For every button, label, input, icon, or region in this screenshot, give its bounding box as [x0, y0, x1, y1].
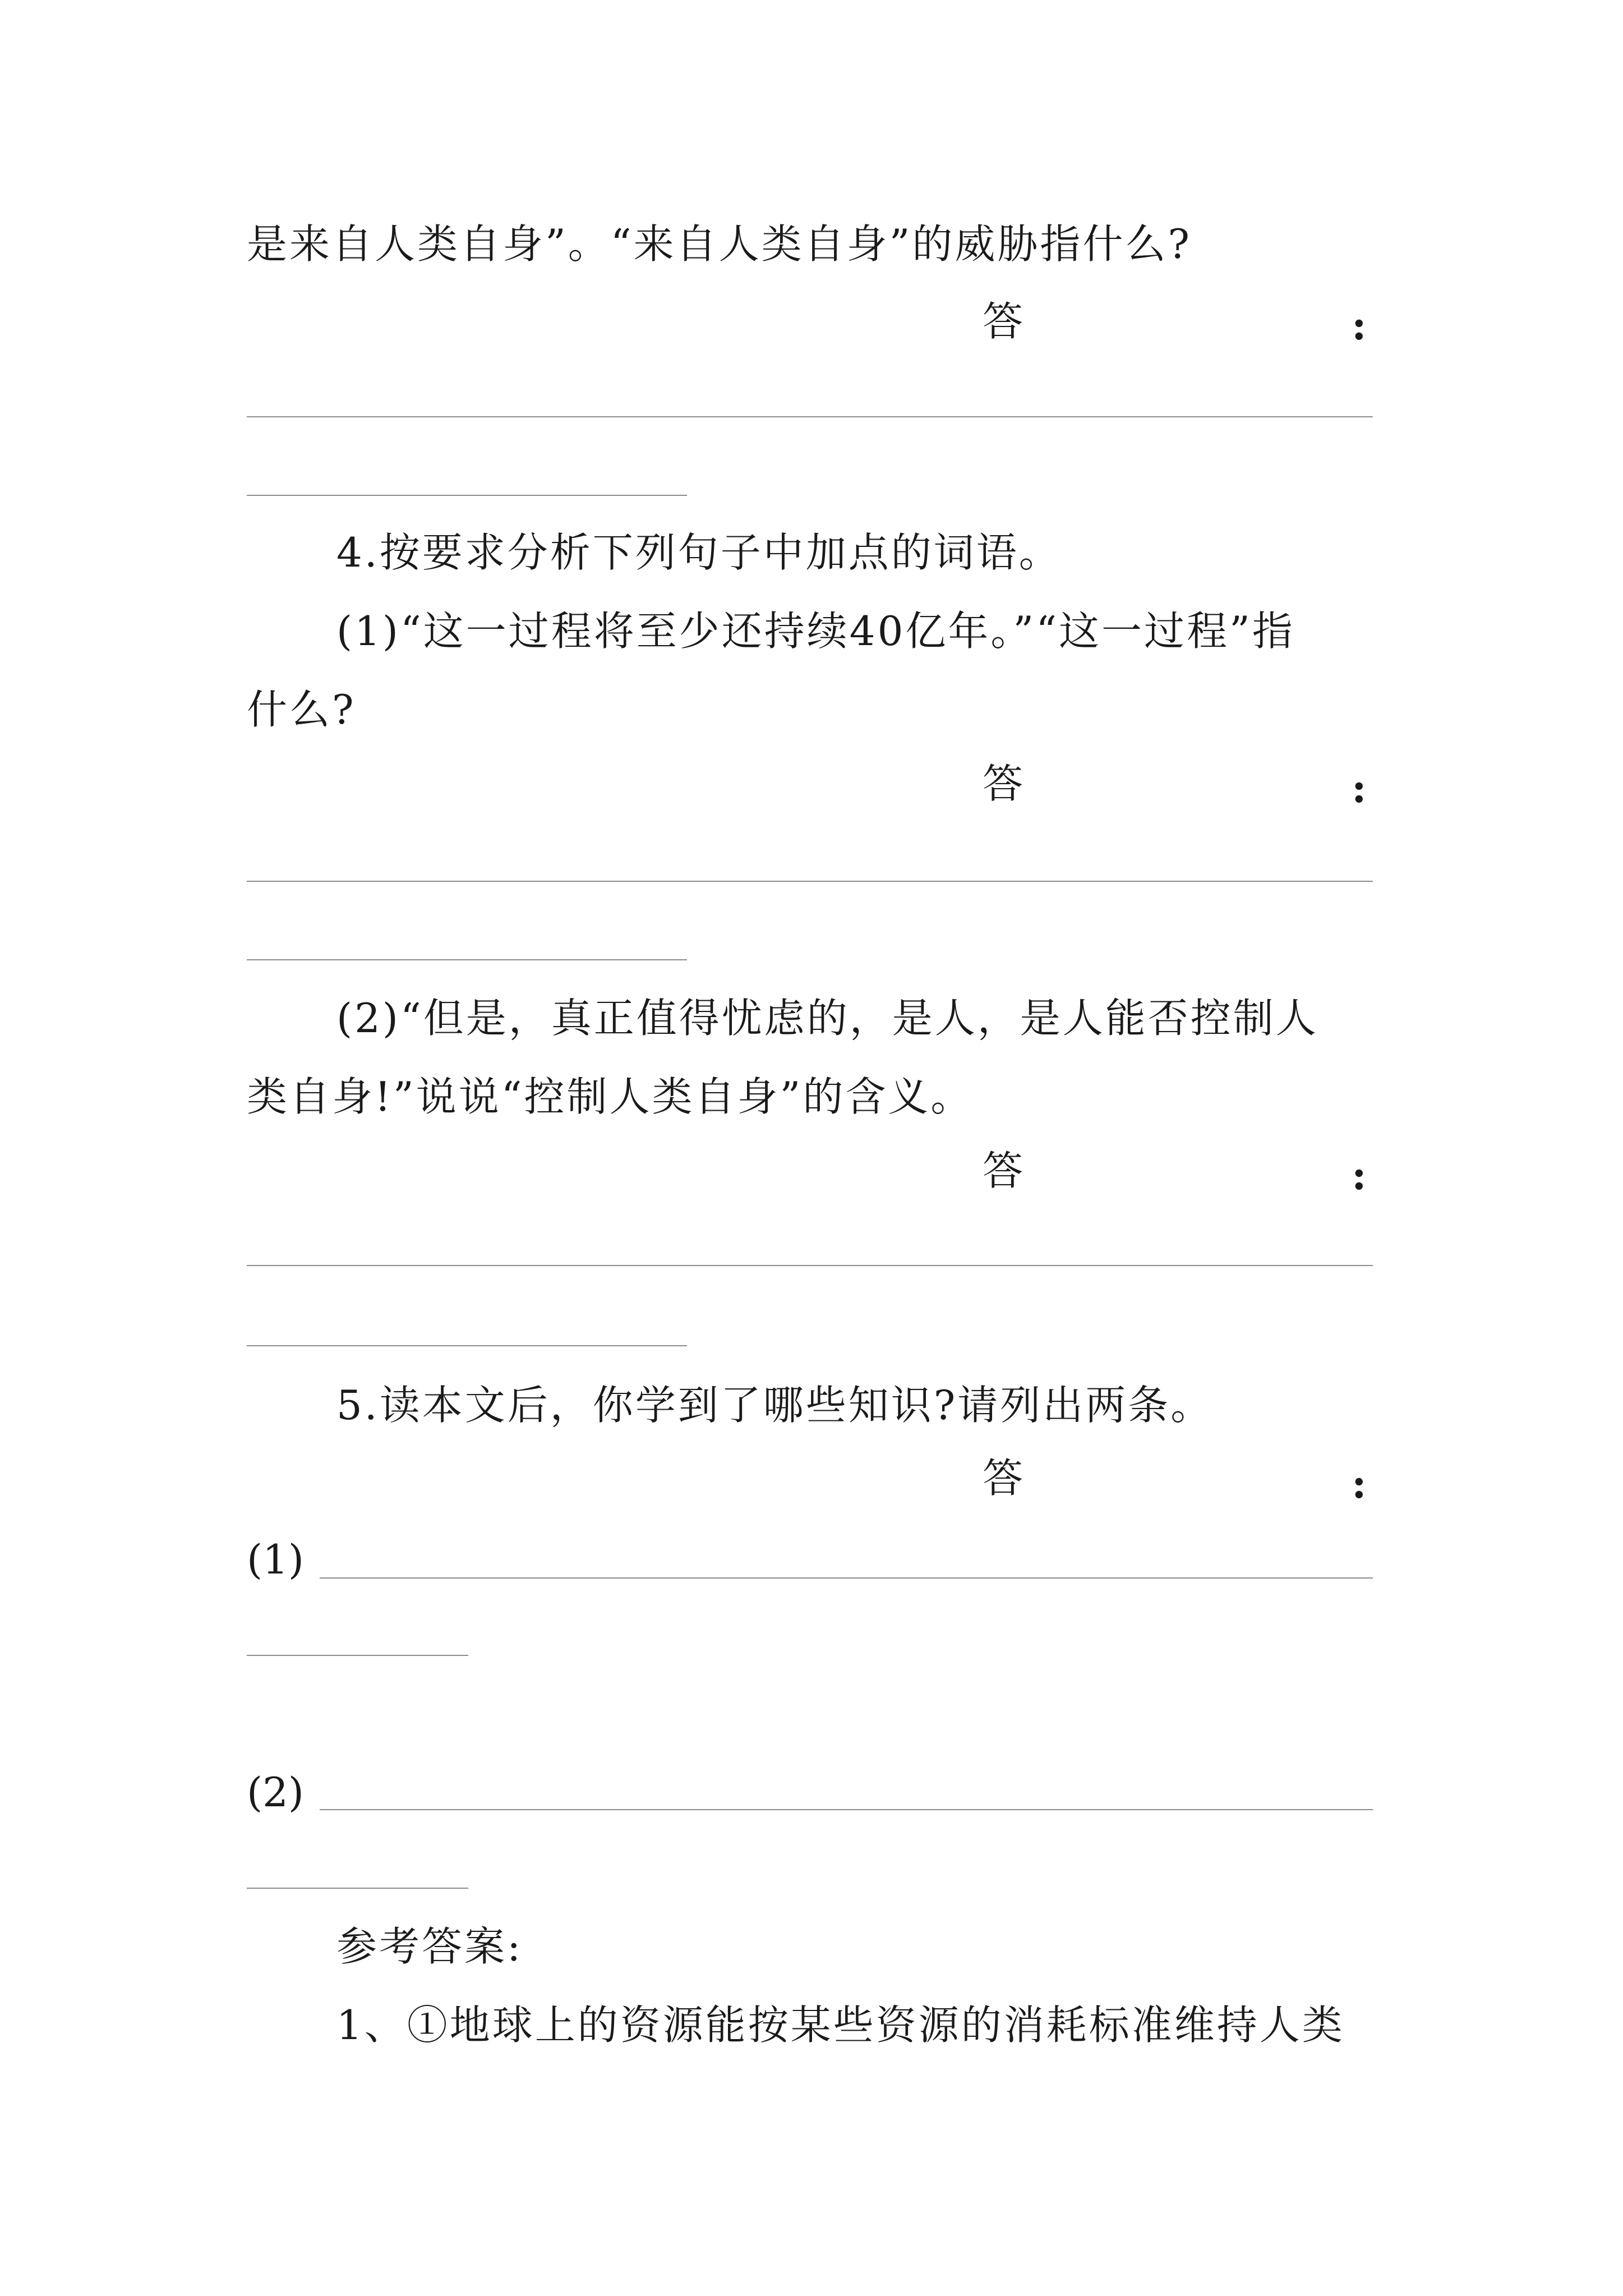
answer-line-short[interactable]	[247, 1345, 687, 1346]
answer-label: 答	[983, 1147, 1023, 1194]
question-4-2-text-cont: 类自身!”说说“控制人类自身”的含义。	[247, 1073, 974, 1120]
answer-label: 答	[983, 1455, 1023, 1502]
question-3-tail-text: 是来自人类自身”。“来自人类自身”的威胁指什么?	[247, 220, 1192, 268]
answer-colon: :	[1352, 1460, 1367, 1507]
question-4-1-text: (1)“这一过程将至少还持续40亿年。”“这一过程”指	[336, 608, 1295, 655]
answer-line-short[interactable]	[247, 959, 687, 960]
reference-answer-heading: 参考答案:	[336, 1923, 523, 1970]
item-1-answer-line[interactable]	[320, 1577, 1373, 1579]
item-2-answer-line-short[interactable]	[247, 1888, 468, 1889]
item-2-answer-line[interactable]	[320, 1809, 1373, 1810]
answer-label: 答	[983, 298, 1023, 345]
reference-answer-1: 1、①地球上的资源能按某些资源的消耗标准维持人类	[336, 2001, 1345, 2049]
answer-colon: :	[1352, 764, 1367, 812]
question-4-1-text-cont: 什么?	[247, 686, 356, 733]
question-4-text: 4.按要求分析下列句子中加点的词语。	[336, 529, 1062, 576]
answer-line[interactable]	[247, 881, 1373, 882]
answer-label: 答	[983, 760, 1023, 807]
answer-line-short[interactable]	[247, 495, 687, 496]
question-5-text: 5.读本文后，你学到了哪些知识?请列出两条。	[336, 1382, 1214, 1429]
item-1-label: (1)	[247, 1536, 304, 1583]
answer-colon: :	[1352, 1151, 1367, 1199]
answer-line[interactable]	[247, 416, 1373, 417]
item-2-label: (2)	[247, 1769, 304, 1816]
answer-colon: :	[1352, 301, 1367, 349]
item-1-answer-line-short[interactable]	[247, 1655, 468, 1656]
answer-line[interactable]	[247, 1265, 1373, 1266]
question-4-2-text: (2)“但是，真正值得忧虑的，是人，是人能否控制人	[336, 995, 1318, 1042]
